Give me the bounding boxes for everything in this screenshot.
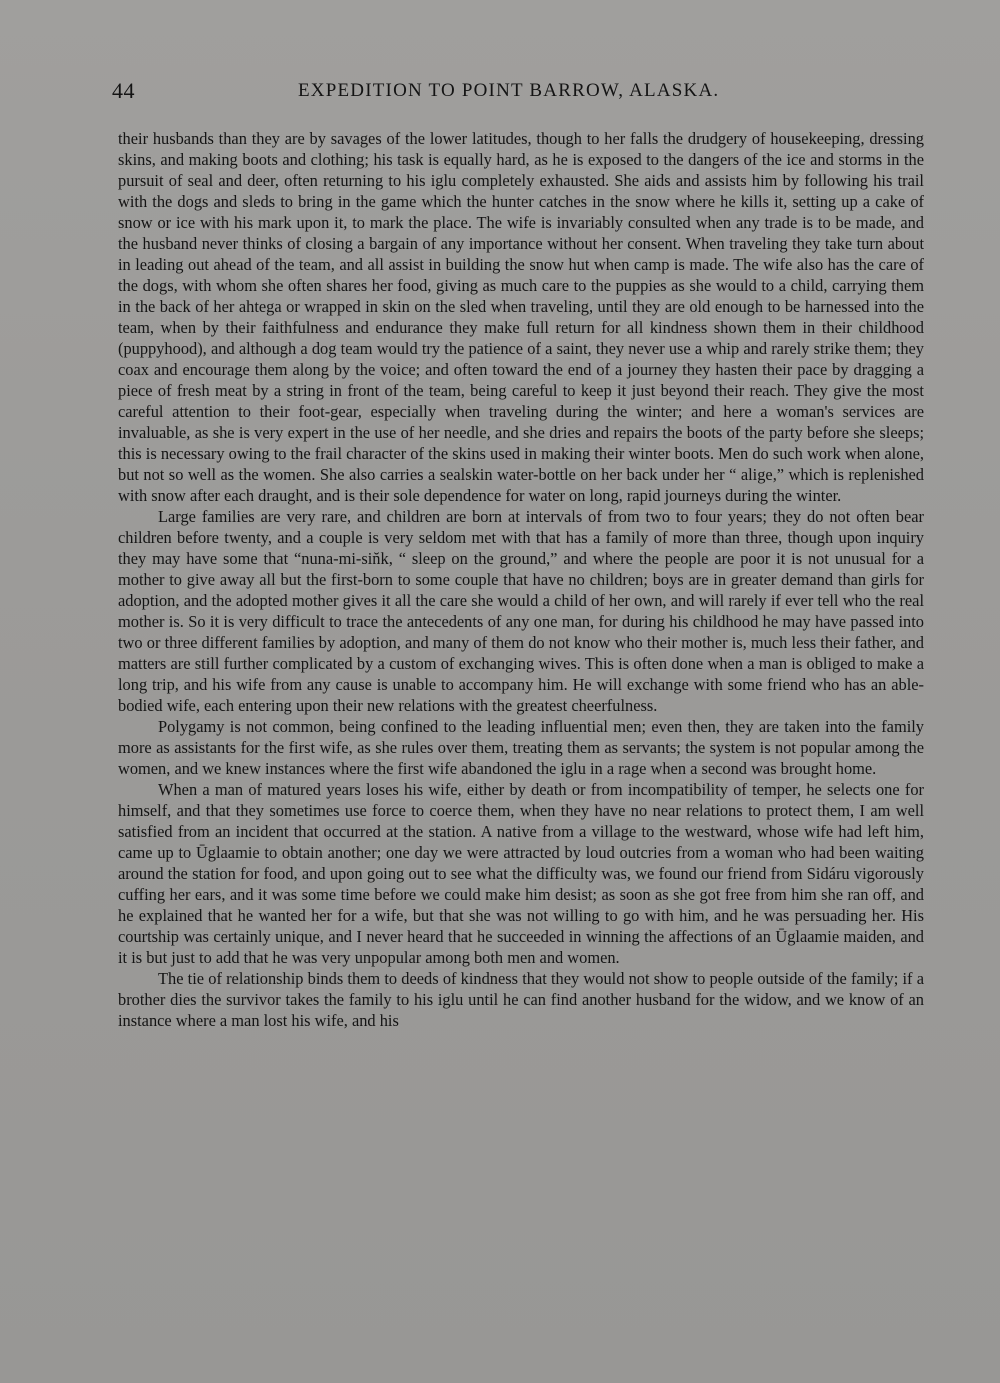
paragraph: Large families are very rare, and children are born at intervals of from two to four years; they do not often bear children before twenty, and a couple is very seldom met with that has a family of more than three, though upon inquiry they may have some that “nuna-mi-sin̆k, “ sleep on the ground,” and where the people are poor it is not unusual for a mother to give away all but the first-born to some couple that have no children; boys are in greater demand than girls for adoption, and the adopted mother gives it all the care she would a child of her own, and will rarely if ever tell who the real mother is. So it is very difficult to trace the antecedents of any one man, for during his childhood he may have passed into two or three different families by adoption, and many of them do not know who their mother is, much less their father, and matters are still further complicated by a custom of exchanging wives. This is often done when a man is obliged to make a long trip, and his wife from any cause is unable to accompany him. He will exchange with some friend who has an able-bodied wife, each entering upon their new relations with the greatest cheerfulness. xyxy=(118,507,924,715)
page-header xyxy=(112,78,924,108)
paragraph: The tie of relationship binds them to deeds of kindness that they would not show to people outside of the family; if a brother dies the survivor takes the family to his iglu until he can find another husband for the widow, and we know of an instance where a man lost his wife, and his xyxy=(118,969,924,1030)
paragraph: When a man of matured years loses his wife, either by death or from incompatibility of temper, he selects one for himself, and that they sometimes use force to coerce them, when they have no near relations to protect them, I am well satisfied from an incident that occurred at the station. A native from a village to the westward, whose wife had left him, came up to Ūglaamie to obtain another; one day we were attracted by loud outcries from a woman who had been waiting around the station for food, and upon going out to see what the difficulty was, we found our friend from Sidáru vigorously cuffing her ears, and it was some time before we could make him desist; as soon as she got free from him she ran off, and he explained that he wanted her for a wife, but that she was not willing to go with him, and he was persuading her. His courtship was certainly unique, and I never heard that he succeeded in winning the affections of an Ūglaamie maiden, and it is but just to add that he was very unpopular among both men and women. xyxy=(118,780,924,967)
running-title: EXPEDITION TO POINT BARROW, ALASKA. xyxy=(298,80,720,101)
paragraph: Polygamy is not common, being confined to the leading influential men; even then, they are taken into the family more as assistants for the first wife, as she rules over them, treating them as servants; the system is not popular among the women, and we knew instances where the first wife abandoned the iglu in a rage when a second was brought home. xyxy=(118,717,924,778)
paragraph: their husbands than they are by savages of the lower latitudes, though to her falls the drudgery of housekeeping, dressing skins, and making boots and clothing; his task is equally hard, as he is exposed to the dangers of the ice and storms in the pursuit of seal and deer, often returning to his iglu completely exhausted. She aids and assists him by following his trail with the dogs and sleds to bring in the game which the hunter catches in the snow where he kills it, setting up a cake of snow or ice with his mark upon it, to mark the place. The wife is invariably consulted when any trade is to be made, and the husband never thinks of closing a bargain of any importance without her consent. When traveling they take turn about in leading out ahead of the team, and all assist in building the snow hut when camp is made. The wife also has the care of the dogs, with whom she often shares her food, giving as much care to the puppies as she would to a child, carrying them in the back of her ahtega or wrapped in skin on the sled when traveling, until they are old enough to be harnessed into the team, when by their faithfulness and endurance they make full return for all kindness shown them in their childhood (puppyhood), and although a dog team would try the patience of a saint, they never use a whip and rarely strike them; they coax and encourage them along by the voice; and often toward the end of a journey they hasten their pace by dragging a piece of fresh meat by a string in front of the team, being careful to keep it just beyond their reach. They give the most careful attention to their foot-gear, especially when traveling during the winter; and here a woman's services are invaluable, as she is very expert in the use of her needle, and she dries and repairs the boots of the party before she sleeps; this is necessary owing to the frail character of the skins used in making their winter boots. Men do such work when alone, but not so well as the women. She also carries a sealskin water-bottle on her back under her “ alige,” which is replenished with snow after each draught, and is their sole dependence for water on long, rapid journeys during the winter. xyxy=(118,129,924,505)
body-text xyxy=(118,128,924,1031)
page-number: 44 xyxy=(112,78,135,103)
